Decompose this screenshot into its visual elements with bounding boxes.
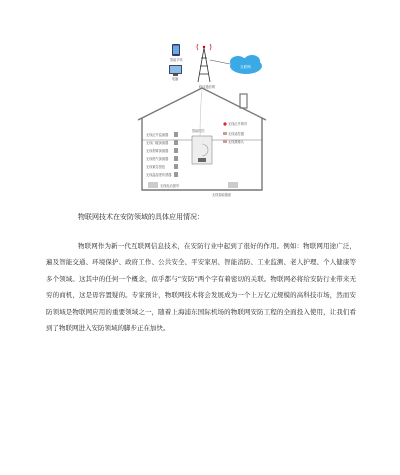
left-device-list xyxy=(146,132,172,177)
gateway-label: 智能网关 xyxy=(192,129,205,133)
iot-house-diagram xyxy=(128,40,276,200)
device-label: 无线红外监测器 xyxy=(146,133,169,137)
device-label: 无线紧急按钮 xyxy=(146,165,166,169)
device-label: 无线摄像头 xyxy=(228,140,244,144)
tower-label: 移动通信网 xyxy=(199,85,215,89)
gateway-icon xyxy=(192,136,212,164)
smartphone-icon xyxy=(172,44,180,56)
right-device-list xyxy=(223,121,248,144)
red-dot-icon xyxy=(223,122,226,125)
cloud-label: 互联网 xyxy=(240,65,251,69)
cell-tower-icon xyxy=(197,44,211,82)
chimney xyxy=(240,94,247,108)
device-label: 无线智能插座 xyxy=(212,193,232,197)
figure-caption: 物联网技术在安防领域的具体应用情况： xyxy=(78,213,204,221)
device-label: 无线温湿度传感器 xyxy=(146,173,172,177)
device-label: 无线燃气探测器 xyxy=(146,157,169,161)
body-paragraph: 物联网作为新一代互联网信息技术，在安防行业中起到了很好的作用。例如：物联网用途广泛，遍及智能交通、环境保护、政府工作、公共安全、平安家居、智能消防、工业监测、老人护理、个人健康等多个领域。这其中的任何一个概念，似乎都与“安防”两个字有着密切的关联。物联网必将给安防行业带来无穷的商机，这是毋容置疑的。专家预计，物联网技术将会发展成为一个上万亿元规模的高科技市场，然而安防领域是物联网应用的重要领域之一，随着上海浦东国际机场的物联网安防工程的全面投入使用，让我们看到了物联网进入安防领域的脚步正在加快。 xyxy=(46,242,356,333)
device-label: 无线电动窗帘 xyxy=(160,184,180,188)
remote-icon xyxy=(223,132,227,135)
device-label: 无线红外幕帘 xyxy=(228,122,248,126)
link-line xyxy=(210,60,230,64)
camera-icon xyxy=(223,140,227,143)
computer-icon xyxy=(169,65,182,76)
device-label: 无线烟雾探测器 xyxy=(146,149,169,153)
device-label: 无线门磁探测器 xyxy=(146,141,169,145)
device-label: 无线遥控器 xyxy=(228,132,244,136)
sensor-icons-left xyxy=(174,132,178,177)
pc-label: 电脑 xyxy=(172,77,179,81)
phone-label: 智能手机 xyxy=(170,58,183,62)
